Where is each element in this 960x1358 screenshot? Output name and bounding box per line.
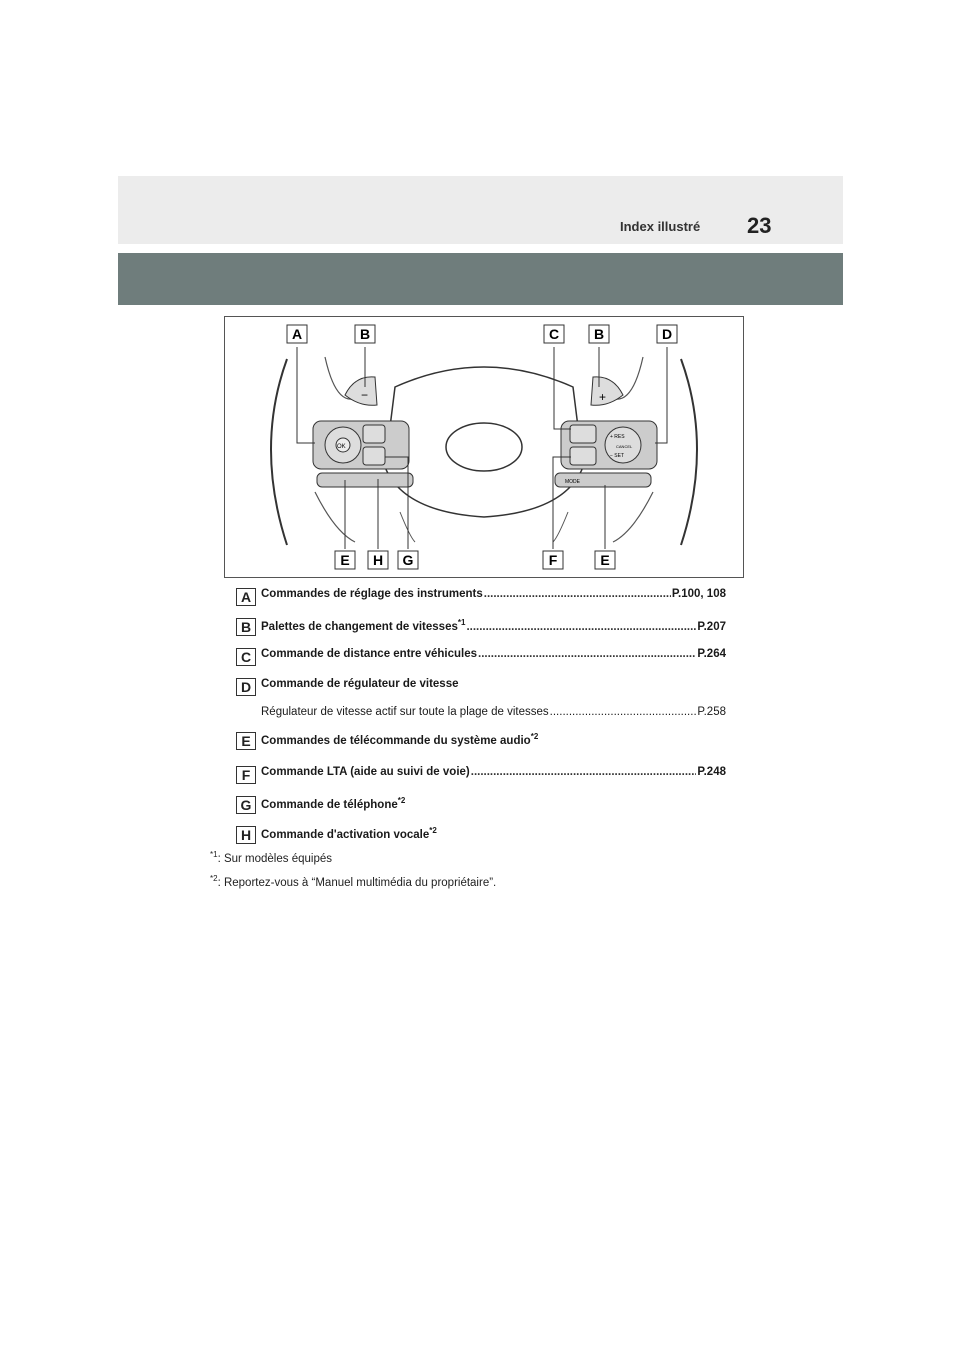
callout-e-left: E	[340, 552, 350, 568]
footnote-2	[210, 874, 496, 889]
paddle-plus	[591, 377, 623, 405]
header-band	[118, 176, 843, 244]
page-ref-link[interactable]: P.258	[697, 706, 726, 718]
page-ref-link[interactable]: P.264	[697, 648, 726, 660]
sub-item-label: Régulateur de vitesse actif sur toute la plage de vitesses	[261, 706, 549, 718]
paddle-plus-glyph: +	[599, 390, 607, 404]
wheel-rim-right	[681, 359, 697, 545]
item-label: Commandes de télécommande du système audio	[261, 734, 531, 747]
item-label: Commandes de réglage des instruments	[261, 588, 483, 600]
page-ref-link[interactable]: P.100, 108	[671, 588, 726, 600]
item-footnote-mark: *2	[397, 796, 406, 805]
set-glyph: − SET	[610, 453, 625, 459]
phone-button	[363, 447, 385, 465]
page-ref-link[interactable]: P.207	[697, 620, 726, 633]
item-badge: D	[236, 678, 256, 696]
footnote-mark: *2	[210, 874, 218, 883]
callout-f: F	[548, 552, 558, 568]
item-badge: F	[236, 766, 256, 784]
item-badge: A	[236, 588, 256, 606]
callout-b-right: B	[593, 326, 605, 342]
page-number: 23	[747, 213, 772, 238]
cancel-glyph: CANCEL	[616, 444, 633, 449]
callout-c: C	[548, 326, 560, 342]
callout-e-right: E	[600, 552, 610, 568]
chapter-band	[118, 253, 843, 305]
item-badge: B	[236, 618, 256, 636]
list-item	[236, 732, 726, 752]
steering-wheel-illustration	[225, 317, 743, 577]
page-ref-link[interactable]: P.248	[697, 766, 726, 778]
footnote-text: : Sur modèles équipés	[217, 853, 332, 865]
callout-d: D	[661, 326, 673, 342]
item-label: Commande de téléphone	[261, 798, 398, 811]
item-badge: C	[236, 648, 256, 666]
steering-wheel-figure	[224, 316, 744, 578]
callout-h: H	[372, 552, 384, 568]
item-footnote-mark: *2	[429, 826, 437, 835]
callout-b-left: B	[359, 326, 371, 342]
item-badge: E	[236, 732, 256, 750]
list-item	[236, 678, 726, 698]
item-badge: G	[236, 796, 256, 814]
item-footnote-mark: *1	[457, 618, 466, 627]
callout-a: A	[291, 326, 303, 342]
list-item	[236, 796, 726, 816]
item-footnote-mark: *2	[530, 732, 539, 741]
list-item	[236, 588, 726, 608]
mode-glyph: MODE	[565, 479, 580, 485]
list-item	[236, 826, 726, 846]
volume-bar	[317, 473, 413, 487]
paddle-minus-glyph: −	[361, 388, 369, 402]
lta-button	[570, 447, 596, 465]
sub-item	[261, 706, 726, 718]
list-item	[236, 766, 726, 786]
back-button	[363, 425, 385, 443]
distance-button	[570, 425, 596, 443]
ok-glyph: OK	[337, 444, 346, 450]
item-label: Commande d'activation vocale	[261, 828, 430, 841]
footnote-text: : Reportez-vous à “Manuel multimédia du propriétaire”.	[217, 877, 497, 889]
footnote-mark: *1	[210, 850, 218, 859]
section-title: Index illustré	[620, 219, 701, 234]
list-item	[236, 648, 726, 668]
item-badge: H	[236, 826, 256, 844]
emblem	[446, 423, 522, 471]
list-item	[236, 618, 726, 638]
item-label: Commande de distance entre véhicules	[261, 648, 478, 660]
item-label: Commande de régulateur de vitesse	[261, 678, 459, 690]
footnote-1	[210, 850, 332, 865]
item-label: Palettes de changement de vitesses	[261, 620, 458, 633]
wheel-rim-left	[271, 359, 287, 545]
callout-g: G	[402, 552, 414, 568]
res-glyph: + RES	[610, 434, 625, 440]
item-label: Commande LTA (aide au suivi de voie)	[261, 766, 470, 778]
